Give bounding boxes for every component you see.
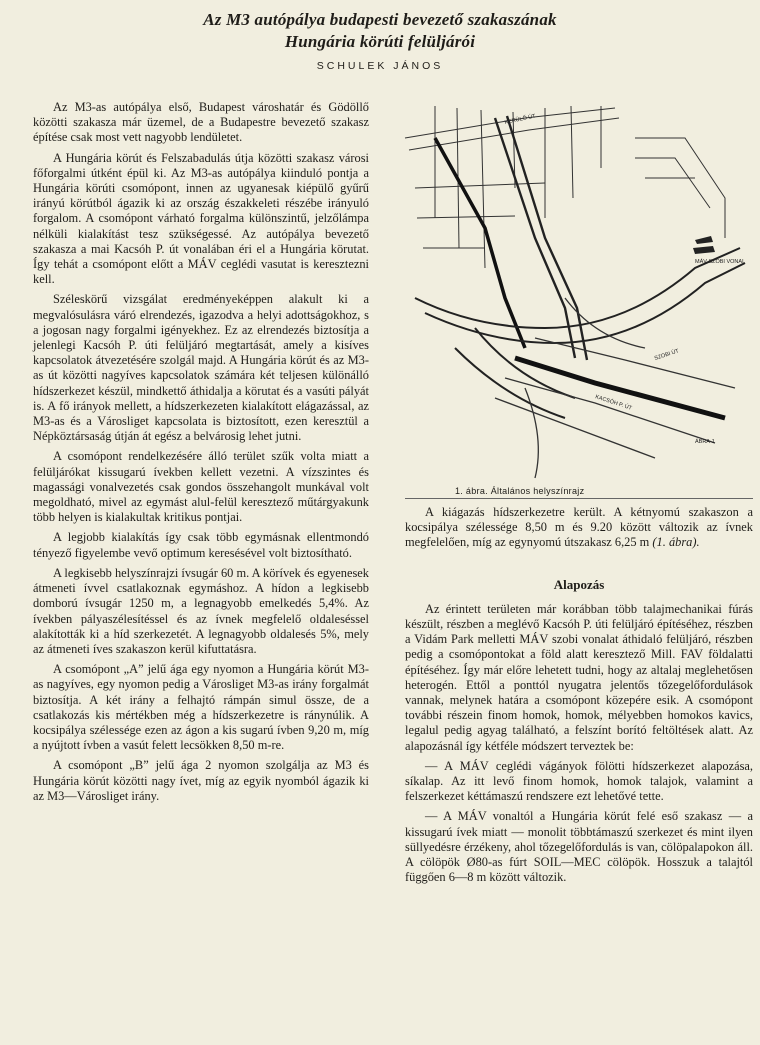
article-title-line2: Hungária körúti felüljárói: [284, 32, 476, 51]
figure-reference: (1. ábra).: [652, 535, 700, 550]
street-label-3: SZOBI ÚT: [653, 348, 680, 362]
right-paragraph-2: Az érintett területen már korábban több talajmechanikai fúrás készült, részben a meglévő Kacsóh P. úti felüljáró építéséhez, részben a Vidám Park melletti MÁV szobi vonalat áthidaló felüljáró, részben pedig a csomópontokat a föld alatt keresztező Mill. FAV földalatti építéséhez. Így már előre lehetett tudni, hogy az altalaj meglehetősen heterogén. Ettől a ponttól nyugatra jelentős tőzegelőfordulások vannak, melynek határa a csomópont közepére esik. A csomópont további részein finom homok, homok, mélyebben homokos kavics, legalul pedig agyag található, a felszínt borító feltöltések alatt. Az alapozásnál így kétféle módszert terveztek be:: [405, 601, 753, 753]
left-paragraph-6: A legkisebb helyszínrajzi ívsugár 60 m. A körívek és egyenesek átmeneti ívvel csatlakoznak egymáshoz. A hídon a legkisebb domború ívsugár 1250 m, a legnagyobb emelkedés 5,4%. Az ívekben pályaszélesítéssel és az ívnek megfelelő oldaleséssel alakították ki a híd szerkezetét. A legnagyobb oldalesés 5%, mely az átmeneti íves szakaszon kerül kifuttatásra.: [33, 565, 369, 656]
left-paragraph-1: Az M3-as autópálya első, Budapest városhatár és Gödöllő közötti szakasza már üzemel, de a Budapestre bevezető szakasz építése csak most vett nagyobb lendületet.: [33, 100, 369, 145]
method-item-1: — A MÁV ceglédi vágányok fölötti hídszerkezet alapozása, síkalap. Az itt levő finom homok, homok talajok, valamint a felszerkezet kéttámaszú rendszere ezt lehetővé tette.: [405, 758, 753, 804]
street-label-4: KACSÓH P. ÚT: [594, 394, 633, 412]
article-title-line1: Az M3 autópálya budapesti bevezető szakaszának: [203, 10, 557, 29]
author: SCHULEK JÁNOS: [316, 60, 444, 72]
right-column: [405, 505, 753, 890]
left-paragraph-5: A legjobb kialakítás így csak több egymásnak ellentmondó tényező figyelembe vevő optimum keresésével volt biztosítható.: [33, 530, 369, 560]
street-label-2: MÁV SZOBI VONAL: [695, 259, 746, 265]
section-heading: Alapozás: [553, 576, 605, 592]
method-item-2: — A MÁV vonaltól a Hungária körút felé eső szakasz — a kissugarú ívek miatt — monolit többtámaszú szerkezet és mint ilyen süllyedésre érzékeny, ahol tőzegelőfordulás is van, cölöpalapokon áll. A cölöpök Ø80-as fúrt SOIL—MEC cölöpök. Hosszuk a talajtól függően 6—8 m között változik.: [405, 809, 753, 885]
left-paragraph-4: A csomópont rendelkezésére álló terület szűk volta miatt a felüljárókat kissugarú ívekben kellett vezetni. A vízszintes és magassági vonalvezetés csak gondos összehangolt munkával volt megoldható, mivel az egymást alul-felül keresztező műtárgyakunk több helyen is kialakultak kritikus pontjai.: [33, 449, 369, 525]
left-paragraph-7: A csomópont „A” jelű ága egy nyomon a Hungária körút M3-as nagyíves, egy nyomon pedig a Városliget M3-as irány forgalmát biztosítja. A két irány a felhajtó rámpán simul össze, de a csatlakozás kis mértékben még a hídszerkezetre is ránynúlik. A kocsipálya szélessége ezen az ágon a kis sugarú ívben 9,20 m, míg a nyújtott ívben a vasút felett lecsökken 8,50 m-re.: [33, 662, 369, 753]
site-plan-drawing: [395, 98, 755, 498]
site-plan-figure: [395, 98, 755, 498]
figure-divider: [405, 498, 753, 499]
left-paragraph-2: A Hungária körút és Felszabadulás útja közötti szakasz városi főforgalmi útként épül ki. Az M3-as autópálya kiinduló pontja a Hungária körúti csomópont, innen az ugyanesak kiépülő gyűrű irányú körútból ágazik ki az ország északkeleti részébe irányuló forgalom. A csomópont várható forgalma különszintű, jelzőlámpa nélküli kialakítást tesz szükségessé. Az autópálya bevezető szakasza a mai Kacsóh P. út vonalában éri el a Hungária körutat. Így tehát a csomópont előtt a MÁV ceglédi vasutat is keresztezni kell.: [33, 150, 369, 287]
left-paragraph-3: Széleskörű vizsgálat eredményeképpen alakult ki a megvalósulásra váró elrendezés, igazodva a helyi adottságokhoz, s a jogosan nagy forgalmi igényekhez. Ez az elrendezés biztosítja a jelenlegi Kacsóh P. úti felüljáró megtartását, amely a kisíves kapcsolatok átvezetésére szolgál majd. A Hungária körút és az M3-as út közötti nagyíves kapcsolatok számára két teljesen különálló hídszerkezet készül, mindkettő áthidalja a körutat és a vasúti pályát is. A fő irányok mellett, a hídszerkezeten kialakított elágazással, az M3-as és a Városliget kapcsolata is biztosított, ezen keresztül a Népköztársaság útján át egész a belvárosig lehet jutni.: [33, 292, 369, 444]
left-paragraph-8: A csomópont „B” jelű ága 2 nyomon szolgálja az M3 és Hungária körút közötti nagy ívet, míg az egyik nyomból ágazik ki az M3—Városliget irány.: [33, 758, 369, 803]
street-label-1: KERÜLŐ ÚT: [504, 113, 537, 126]
drawing-number: ÁBRA-1: [695, 439, 715, 445]
left-column: [33, 100, 369, 809]
figure-caption: 1. ábra. Általános helyszínrajz: [455, 486, 585, 496]
right-paragraph-1-text: A kiágazás hídszerkezetre került. A kétnyomú szakaszon a kocsipálya szélessége 8,50 m és 9.20 között változik az ívnek megfelelően, míg az egynyomú útszakasz 6,25 m: [405, 505, 753, 550]
right-paragraph-1: [405, 505, 753, 551]
